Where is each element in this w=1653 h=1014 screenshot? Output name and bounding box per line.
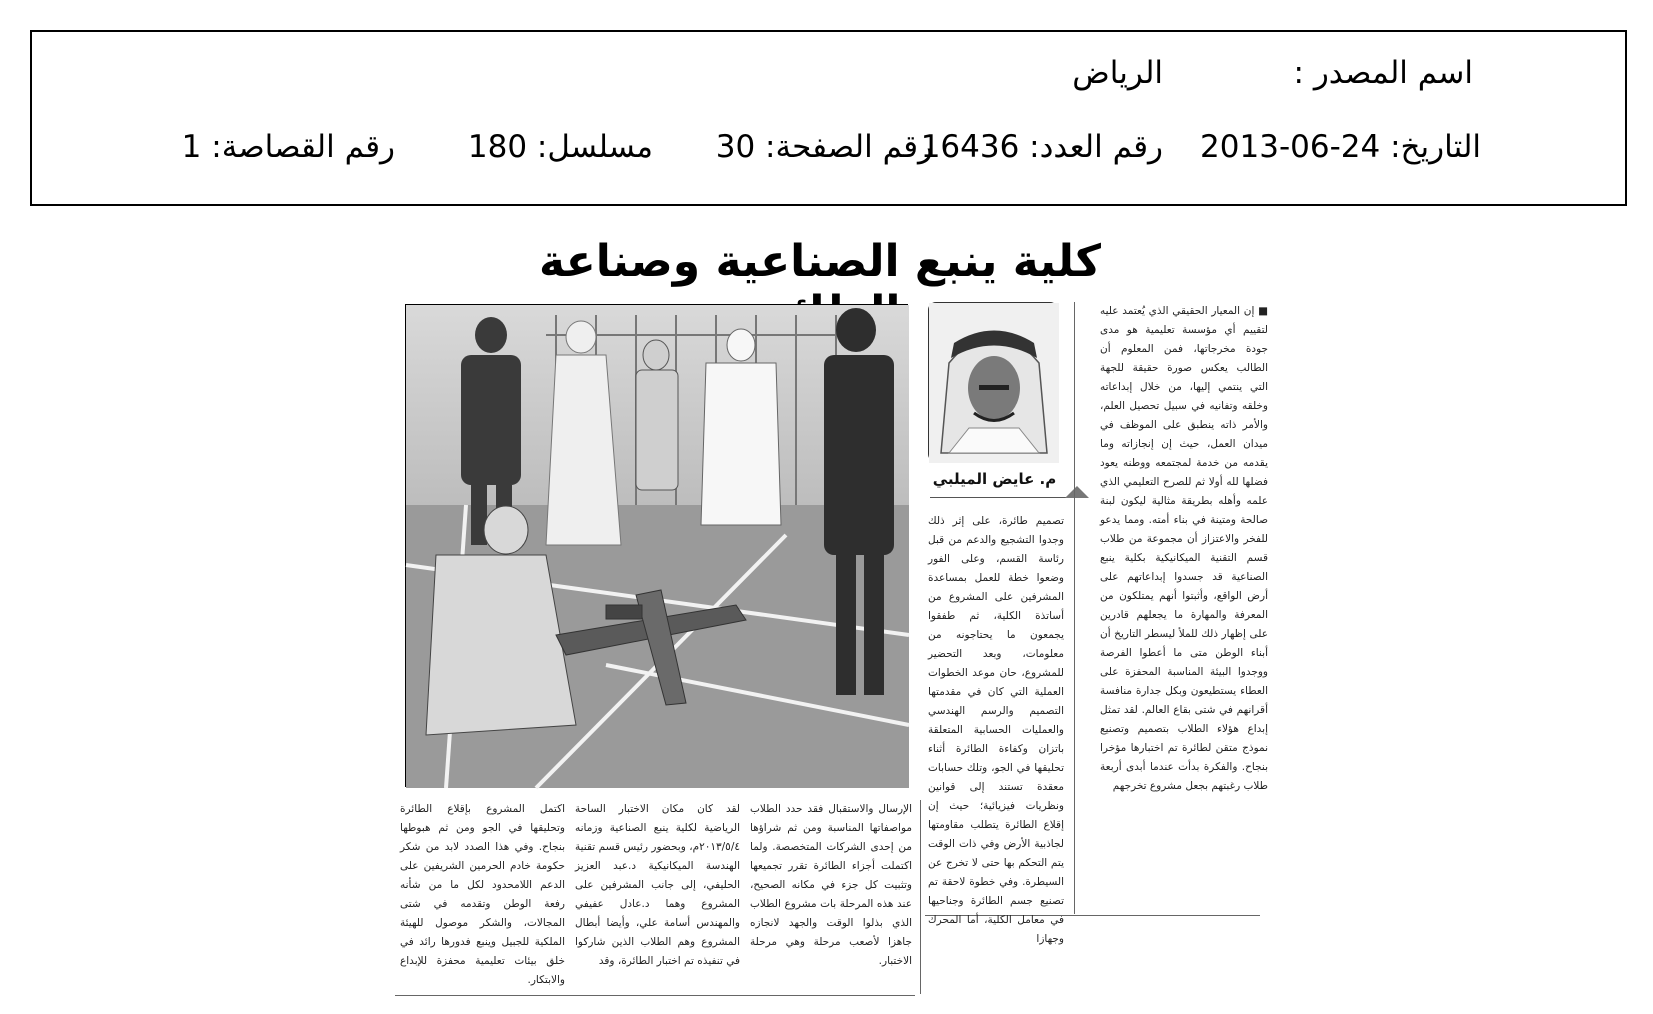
date-field: التاريخ: 24-06-2013 <box>1200 129 1481 165</box>
article-headline: كلية ينبع الصناعية وصناعة <box>539 236 1101 287</box>
byline-arrow-icon <box>1065 486 1089 498</box>
article-column-4 <box>575 800 740 990</box>
column-1-text: ■ إن المعيار الحقيقي الذي يُعتمد عليه لتقييم أي مؤسسة تعليمية هو مدى جودة مخرجاتها، فمن المعلوم أن الطالب يعكس صورة حقيقة للجهة التي ينتمي إليها، من خلال إبداعاته وخلقه وتفانيه في سبيل تحصيل العلم، والأمر ذاته ينطبق على الموظف في ميدان العمل، حيث إن إنجازاته وما يقدمه من خدمة لمجتمعه ووطنه يعود فضلها لله أولا ثم للصرح التعليمي الذي علمه وأهله بطريقة مثالية ليكون لبنة صالحة ومتينة في بناء أمته. ومما يدعو للفخر والاعتزاز أن مجموعة من طلاب قسم التقنية الميكانيكية بكلية ينبع الصناعية قد جسدوا إبداعاتهم على أرض الواقع، وأثبتوا أنهم يمتلكون من المعرفة والمهارة ما يجعلهم قادرين على إظهار ذلك للملأ ليسطر التاريخ أن أبناء الوطن متى ما أعطوا الفرصة ووجدوا البيئة المناسبة المحفزة على العطاء يستطيعون وبكل جدارة منافسة أقرانهم في شتى بقاع العالم. لقد تمثل إبداع هؤلاء الطلاب بتصميم وتصنيع نموذج متقن لطائرة تم اختبارها مؤخرا بنجاح. والفكرة بدأت عندما أبدى أربعة طلاب رغبتهم بجعل مشروع تخرجهم <box>1100 305 1268 792</box>
byline-underline <box>930 497 1070 498</box>
column-4-text: لقد كان مكان الاختبار الساحة الرياضية لكلية ينبع الصناعية وزمانه ٢٠١٣/٥/٤م، وبحضور رئيس قسم تقنية الهندسة الميكانيكية د.عبد العزيز الحليفي، إلى جانب المشرفين على المشروع وهما د.عادل عفيفي والمهندس أسامة علي، وأيضا أبطال المشروع وهم الطلاب الذين شاركوا في تنفيذه تم اختبار الطائرة، وقد <box>575 803 740 967</box>
author-byline: م. عايض الميلبي <box>932 470 1057 488</box>
clip-field: رقم القصاصة: 1 <box>181 129 395 165</box>
serial-field: مسلسل: 180 <box>467 129 653 165</box>
issue-field: رقم العدد: 16436 <box>920 129 1163 165</box>
page-field: رقم الصفحة: 30 <box>715 129 933 165</box>
article-column-5 <box>400 800 565 990</box>
article-end-rule <box>395 995 915 996</box>
column-5-text: اكتمل المشروع بإقلاع الطائرة وتحليقها في الجو ومن ثم هبوطها بنجاح. وفي هذا الصدد لابد من شكر حكومة خادم الحرمين الشريفين على الدعم اللامحدود لكل ما من شأنه رفعة الوطن وتقدمه في شتى المجالات، والشكر موصول للهيئة الملكية للجبيل وينبع فدورها رائد في خلق بيئات تعليمية محفزة للإبداع والابتكار. <box>400 803 565 986</box>
author-photo-image <box>929 303 1059 463</box>
students-with-model-plane-image <box>406 305 909 788</box>
source-label: اسم المصدر : <box>1293 55 1473 91</box>
article-column-2 <box>928 512 1064 945</box>
column-2-text: تصميم طائرة، على إثر ذلك وجدوا التشجيع والدعم من قبل رئاسة القسم، وعلى الفور وضعوا خطة للعمل بمساعدة المشرفين على المشروع من أساتذة الكلية، ثم طفقوا يجمعون ما يحتاجونه من معلومات، وبعد التحضير للمشروع، حان موعد الخطوات العملية التي كان في مقدمتها التصميم والرسم الهندسي والعمليات الحسابية المتعلقة باتزان وكفاءة الطائرة أثناء تحليقها في الجو، وتلك حسابات معقدة تستند إلى قوانين ونظريات فيزيائية؛ حيث إن إقلاع الطائرة يتطلب مقاومتها لجاذبية الأرض وفي ذات الوقت يتم التحكم بها حتى لا تخرج عن السيطرة. وفي خطوة لاحقة تم تصنيع جسم الطائرة وجناحيها في معامل الكلية، أما المحرك وجهازا <box>928 515 1064 945</box>
column-divider <box>1074 302 1075 914</box>
article-column-3 <box>750 800 912 990</box>
column-3-text: الإرسال والاستقبال فقد حدد الطلاب مواصفاتها المناسبة ومن ثم شراؤها من إحدى الشركات المتخصصة. ولما اكتملت أجزاء الطائرة تقرر تجميعها وتثبيت كل جزء في مكانه الصحيح، عند هذه المرحلة بات مشروع الطلاب الذي بذلوا الوقت والجهد لانجازه جاهزا لأصعب مرحلة وهي مرحلة الاختبار. <box>750 803 912 967</box>
article-photo <box>405 304 908 787</box>
article-column-1 <box>1100 302 1268 914</box>
author-portrait <box>928 302 1058 462</box>
source-value: الرياض <box>1072 55 1163 91</box>
column-divider <box>920 800 921 994</box>
